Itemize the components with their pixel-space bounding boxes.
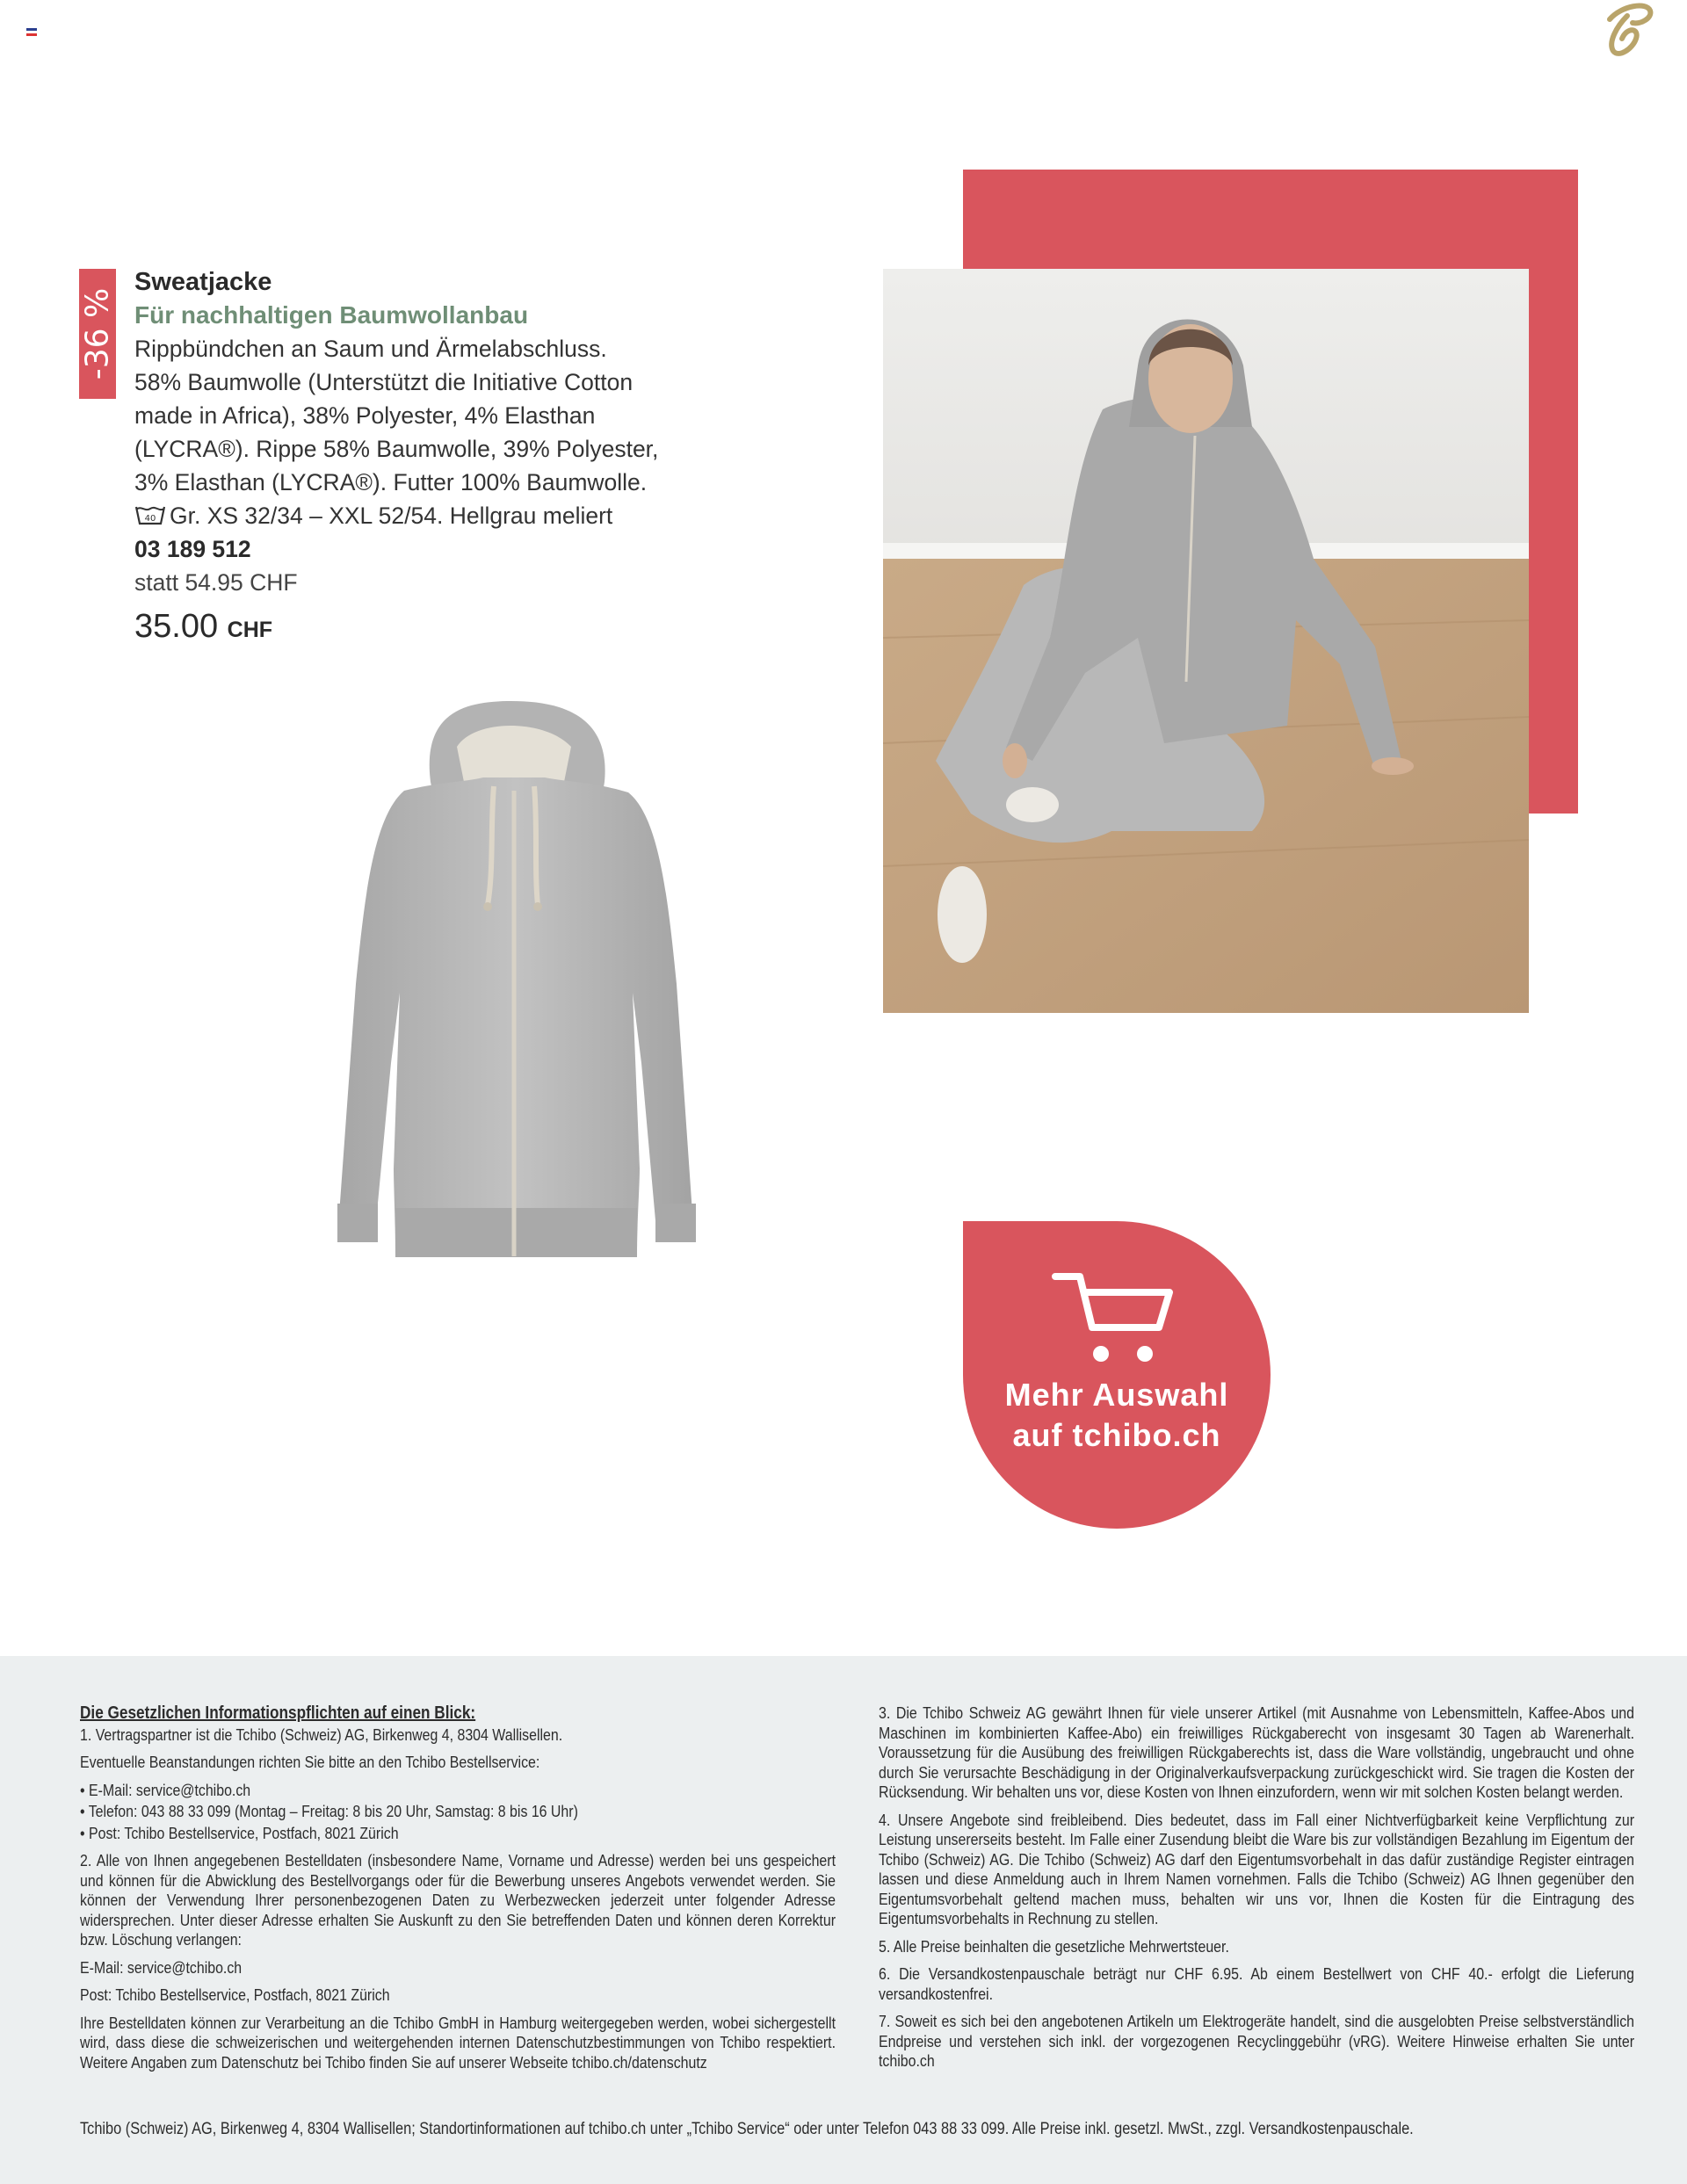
price [134,599,697,657]
old-price: statt 54.95 CHF [134,569,298,596]
legal-contact-email: • E-Mail: service@tchibo.ch [80,1780,251,1799]
legal-column-right [879,1703,1634,2079]
legal-paragraph: 6. Die Versandkostenpauschale beträgt nur CHF 6.95. Ab einem Bestellwert von CHF 40.- erfolgt die Lieferung versandkostenfrei. [879,1964,1634,2003]
cta-line-2: auf tchibo.ch [1012,1417,1221,1453]
legal-paragraph: 5. Alle Preise beinhalten die gesetzliche Mehrwertsteuer. [879,1936,1229,1956]
legal-heading: Die Gesetzlichen Informationspflichten auf einen Blick: [80,1703,476,1723]
tchibo-logo-icon[interactable] [1597,0,1659,61]
legal-contact-post: • Post: Tchibo Bestellservice, Postfach, 8021 Zürich [80,1823,399,1842]
legal-email: E-Mail: service@tchibo.ch [80,1957,243,1977]
jacket-product-image[interactable] [308,694,720,1318]
price-currency: CHF [227,618,273,642]
discount-badge [79,269,116,399]
legal-paragraph: 3. Die Tchibo Schweiz AG gewährt Ihnen für viele unserer Artikel (mit Ausnahme von Lebensmitteln, Kaffee-Abos und Maschinen im kombinierten Kaffee-Abo) ein freiwilliges Rückgaberecht von insgesamt 30 Tagen ab Warenerhalt. Voraussetzung für die Ausübung des freiwilligen Rückgaberechts ist, dass die Ware vollständig, ungebraucht und ohne durch Sie verursachte Beschädigung in der Originalverkaufsverpackung zurückgeschickt wird. Sie tragen die Kosten der Rücksendung. Wir behalten uns vor, diese Kosten von Ihnen einzufordern, wenn wir mit solchen Kosten belangt werden. [879,1703,1634,1801]
legal-paragraph: 2. Alle von Ihnen angegebenen Bestelldaten (insbesondere Name, Vorname und Adresse) werden bei uns gespeichert und können für die Abwicklung des Bestellvorgangs oder für die Bewerbung unseres Angebots verwendet werden. Sie können der Verwendung Ihrer personenbezogenen Daten zu Werbezwecken jederzeit unter folgender Adresse widersprechen. Unter dieser Adresse erhalten Sie Auskunft zu den Sie betreffenden Daten und können deren Korrektur bzw. Löschung verlangen: [80,1851,836,1949]
legal-footer: Tchibo (Schweiz) AG, Birkenweg 4, 8304 Wallisellen; Standortinformationen auf tchibo.ch unter „Tchibo Service“ oder unter Telefon 043 88 33 099. Alle Preise inkl. gesetzl. MwSt., zzgl. Versandkostenpauschale. [80,2120,1414,2138]
product-description-line: 58% Baumwolle (Unterstützt die Initiative Cotton [134,369,634,395]
legal-information-section [0,1656,1687,2184]
shop-online-cta[interactable] [963,1221,1271,1529]
legal-post: Post: Tchibo Bestellservice, Postfach, 8021 Zürich [80,1985,390,2004]
product-sizes-row [134,499,697,532]
wash-40-icon [134,503,166,527]
legal-paragraph: 7. Soweit es sich bei den angebotenen Artikeln um Elektrogeräte handelt, sind die ausgelobten Preise selbstverständlich Endpreise und verstehen sich inkl. der vorgezogenen Recyclinggebühr (vRG). Weitere Hinweise erhalten Sie unter tchibo.ch [879,2012,1634,2070]
model-photo[interactable] [883,269,1529,1013]
legal-column-left [80,1703,836,2080]
product-description-line: made in Africa), 38% Polyester, 4% Elasthan [134,402,596,429]
legal-paragraph: 4. Unsere Angebote sind freibleibend. Dies bedeutet, dass im Fall einer Nichtverfügbarkeit keine Verpflichtung zur Leistung unsererseits besteht. Im Falle einer Zusendung bleibt die Ware bis zur vollständigen Bezahlung im Eigentum der Tchibo (Schweiz) AG. Die Tchibo (Schweiz) AG darf den Eigentumsvorbehalt in das dafür zuständige Register eintragen lassen und diese Anmeldung auch in Ihrem Namen vornehmen. Falls die Tchibo (Schweiz) AG Ihnen gegenüber den Eigentumsvorbehalt geltend machen muss, behalten wir uns vor, Ihnen die Kosten für die Eintragung des Eigentumsvorbehalts in Rechnung zu stellen. [879,1810,1634,1927]
discount-label: -36 % [79,287,116,380]
language-flag-icon[interactable] [26,28,37,36]
legal-paragraph: Eventuelle Beanstandungen richten Sie bitte an den Tchibo Bestellservice: [80,1753,540,1771]
product-description-line: (LYCRA®). Rippe 58% Baumwolle, 39% Polyester, [134,436,659,462]
product-sizes: Gr. XS 32/34 – XXL 52/54. Hellgrau meliert [170,503,613,529]
wash-temp-label: 40 [144,514,156,524]
product-description-line: Rippbündchen an Saum und Ärmelabschluss. [134,336,607,362]
legal-contact-phone: • Telefon: 043 88 33 099 (Montag – Freitag: 8 bis 20 Uhr, Samstag: 8 bis 16 Uhr) [80,1802,578,1820]
cta-line-1: Mehr Auswahl [1004,1377,1229,1413]
product-subtitle: Für nachhaltigen Baumwollanbau [134,301,529,329]
legal-paragraph: Ihre Bestelldaten können zur Verarbeitung an die Tchibo GmbH in Hamburg weitergegeben werden, wobei sichergestellt wird, dass diese die schweizerischen und weitergehenden internen Datenschutzbestimmungen von Tchibo respektiert. Weitere Angaben zum Datenschutz bei Tchibo finden Sie auf unserer Webseite tchibo.ch/datenschutz [80,2013,836,2072]
product-description-line: 3% Elasthan (LYCRA®). Futter 100% Baumwolle. [134,469,648,495]
shopping-cart-icon [1046,1269,1187,1366]
product-info [134,265,697,657]
article-number: 03 189 512 [134,536,251,562]
legal-paragraph: 1. Vertragspartner ist die Tchibo (Schweiz) AG, Birkenweg 4, 8304 Wallisellen. [80,1725,563,1744]
product-title: Sweatjacke [134,268,272,296]
price-value: 35.00 [134,608,219,645]
